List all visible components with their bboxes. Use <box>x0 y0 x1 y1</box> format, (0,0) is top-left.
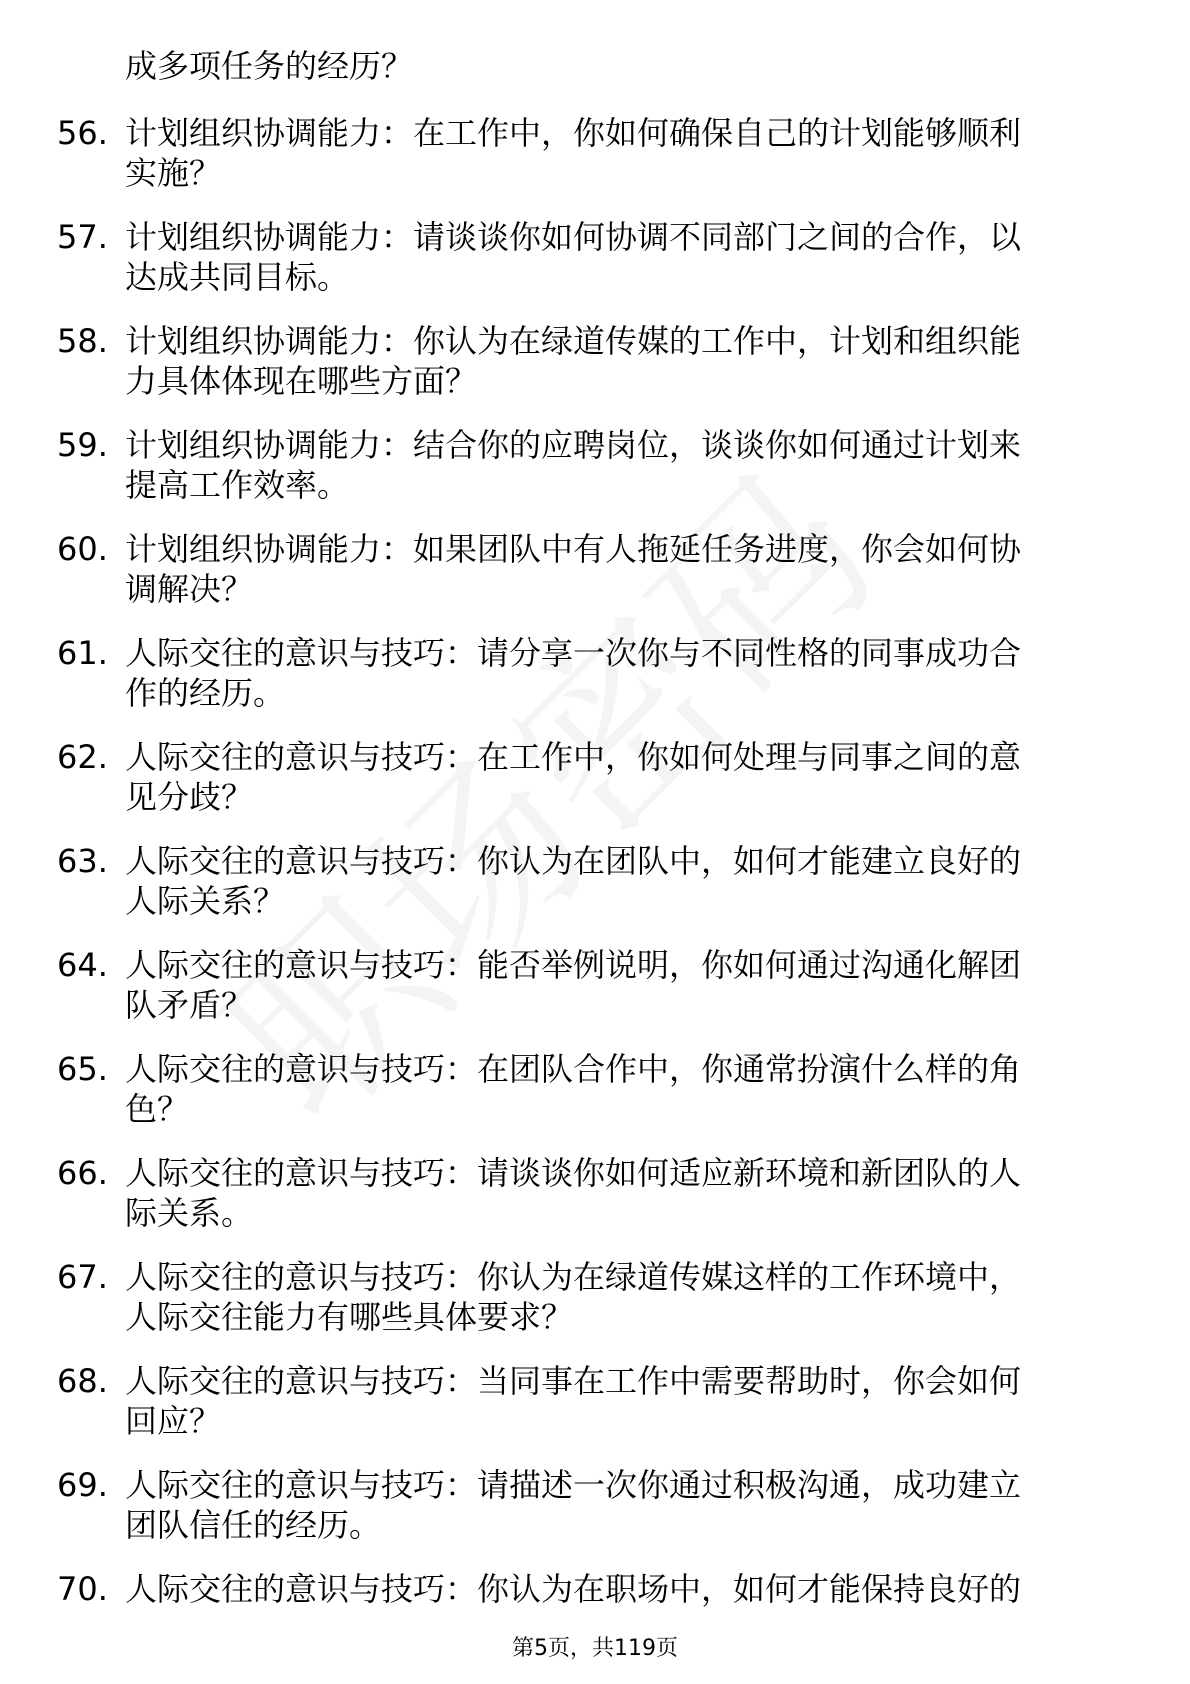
question-text-line: 人际交往的意识与技巧：你认为在绿道传媒这样的工作环境中， <box>125 1258 1022 1296</box>
question-item <box>0 1465 1190 1569</box>
question-number: 60. <box>57 530 108 568</box>
question-number: 56. <box>57 114 108 152</box>
question-text <box>125 737 1115 817</box>
page-footer: 第5页，共119页 <box>512 1636 678 1661</box>
question-text <box>125 1049 1115 1129</box>
question-text-line: 人际交往的意识与技巧：请描述一次你通过积极沟通，成功建立 <box>125 1466 1022 1504</box>
question-continuation-text: 成多项任务的经历？ <box>125 47 414 85</box>
question-item <box>0 633 1190 737</box>
question-item <box>0 945 1190 1049</box>
question-text-line: 人际交往的意识与技巧：能否举例说明，你如何通过沟通化解团 <box>125 946 1022 984</box>
question-text-line: 达成共同目标。 <box>125 258 350 296</box>
question-text <box>125 321 1115 401</box>
question-item <box>0 737 1190 841</box>
question-text-line: 计划组织协调能力：如果团队中有人拖延任务进度，你会如何协 <box>125 530 1022 568</box>
question-item <box>0 1361 1190 1465</box>
question-number: 57. <box>57 218 108 256</box>
question-number: 67. <box>57 1258 108 1296</box>
question-text-line: 计划组织协调能力：请谈谈你如何协调不同部门之间的合作，以 <box>125 218 1022 256</box>
question-text-line: 人际交往的意识与技巧：你认为在团队中，如何才能建立良好的 <box>125 842 1022 880</box>
question-text-line: 人际交往的意识与技巧：当同事在工作中需要帮助时，你会如何 <box>125 1362 1022 1400</box>
question-text-line: 团队信任的经历。 <box>125 1506 382 1544</box>
question-number: 58. <box>57 322 108 360</box>
question-text <box>125 113 1115 193</box>
question-text-line: 计划组织协调能力：在工作中，你如何确保自己的计划能够顺利 <box>125 114 1022 152</box>
question-text <box>125 1153 1115 1233</box>
question-text <box>125 841 1115 921</box>
question-item <box>0 529 1190 633</box>
question-text-line: 队矛盾？ <box>125 986 254 1024</box>
question-text <box>125 1257 1115 1337</box>
question-item <box>0 425 1190 529</box>
question-number: 62. <box>57 738 108 776</box>
question-text-line: 人际交往的意识与技巧：在团队合作中，你通常扮演什么样的角 <box>125 1050 1022 1088</box>
question-number: 63. <box>57 842 108 880</box>
question-item <box>0 841 1190 945</box>
question-text-line: 计划组织协调能力：结合你的应聘岗位，谈谈你如何通过计划来 <box>125 426 1022 464</box>
question-text-line: 作的经历。 <box>125 674 286 712</box>
question-text-line: 实施？ <box>125 154 222 192</box>
question-text <box>125 633 1115 713</box>
question-number: 66. <box>57 1154 108 1192</box>
question-text-line: 色？ <box>125 1090 190 1128</box>
question-text-line: 提高工作效率。 <box>125 466 350 504</box>
question-number: 59. <box>57 426 108 464</box>
question-text <box>125 1465 1115 1545</box>
question-text-line: 计划组织协调能力：你认为在绿道传媒的工作中，计划和组织能 <box>125 322 1022 360</box>
question-text <box>125 425 1115 505</box>
question-text <box>125 1569 1115 1609</box>
question-text-line: 回应？ <box>125 1402 222 1440</box>
question-number: 69. <box>57 1466 108 1504</box>
question-text-line: 人际交往的意识与技巧：你认为在职场中，如何才能保持良好的 <box>125 1570 1022 1608</box>
question-list <box>0 113 1190 1673</box>
question-text-line: 见分歧？ <box>125 778 254 816</box>
question-number: 61. <box>57 634 108 672</box>
question-text <box>125 945 1115 1025</box>
question-item <box>0 1049 1190 1153</box>
question-text-line: 人际关系？ <box>125 882 286 920</box>
question-text-line: 际关系。 <box>125 1194 254 1232</box>
question-text <box>125 529 1115 609</box>
question-item <box>0 1257 1190 1361</box>
question-item <box>0 217 1190 321</box>
question-number: 65. <box>57 1050 108 1088</box>
question-text-line: 人际交往的意识与技巧：在工作中，你如何处理与同事之间的意 <box>125 738 1022 776</box>
question-text-line: 调解决？ <box>125 570 254 608</box>
question-item <box>0 321 1190 425</box>
question-item <box>0 113 1190 217</box>
question-number: 70. <box>57 1570 108 1608</box>
question-text-line: 人际交往能力有哪些具体要求？ <box>125 1298 574 1336</box>
question-text-line: 力具体体现在哪些方面？ <box>125 362 478 400</box>
question-number: 64. <box>57 946 108 984</box>
question-text-line: 人际交往的意识与技巧：请谈谈你如何适应新环境和新团队的人 <box>125 1154 1022 1192</box>
question-item <box>0 1153 1190 1257</box>
question-text-line: 人际交往的意识与技巧：请分享一次你与不同性格的同事成功合 <box>125 634 1022 672</box>
question-text <box>125 1361 1115 1441</box>
question-number: 68. <box>57 1362 108 1400</box>
question-text <box>125 217 1115 297</box>
